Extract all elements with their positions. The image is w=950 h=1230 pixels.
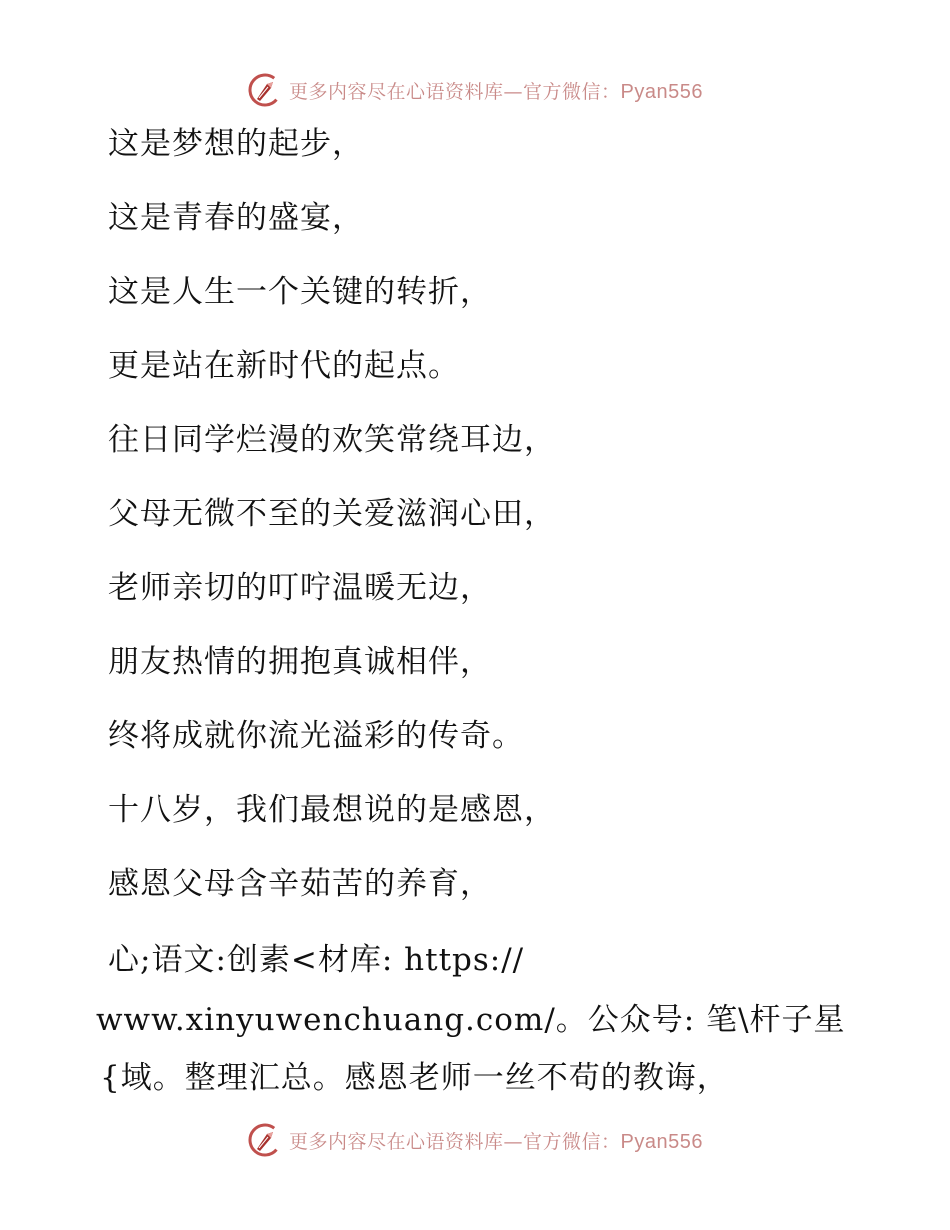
poem-line-2: 这是青春的盛宴，: [108, 200, 364, 236]
poem-line-13: www.xinyuwenchuang.com/。公众号: 笔\杆子星: [96, 1002, 846, 1038]
header-banner-text: [289, 77, 703, 104]
poem-line-8: 朋友热情的拥抱真诚相伴，: [108, 644, 492, 680]
footer-separator: —: [503, 1130, 524, 1153]
poem-line-3: 这是人生一个关键的转折，: [108, 274, 492, 310]
header-site-text: 更多内容尽在心语资料库: [289, 80, 504, 103]
poem-line-4: 更是站在新时代的起点。: [108, 348, 460, 384]
footer-site-text: 更多内容尽在心语资料库: [289, 1130, 504, 1153]
poem-line-12: 心;语文:创素<材库: https://: [108, 942, 525, 978]
poem-line-14: {域。整理汇总。感恩老师一丝不苟的教诲，: [100, 1060, 729, 1096]
header-wechat-id: Pyan556: [620, 80, 703, 103]
poem-line-1: 这是梦想的起步，: [108, 126, 364, 162]
footer-banner: [0, 1120, 950, 1160]
poem-line-10: 十八岁，我们最想说的是感恩，: [108, 792, 556, 828]
footer-official-text: 官方微信：: [523, 1130, 621, 1153]
poem-line-11: 感恩父母含辛茹苦的养育，: [108, 866, 492, 902]
poem-line-6: 父母无微不至的关爱滋润心田，: [108, 496, 556, 532]
poem-line-7: 老师亲切的叮咛温暖无边，: [108, 570, 492, 606]
footer-wechat-id: Pyan556: [620, 1130, 703, 1153]
footer-banner-text: [289, 1127, 703, 1154]
poem-line-5: 往日同学烂漫的欢笑常绕耳边，: [108, 422, 556, 458]
header-official-text: 官方微信：: [523, 80, 621, 103]
header-banner-inner: [247, 72, 703, 108]
header-separator: —: [503, 80, 524, 103]
pen-nib-logo-icon: [247, 1122, 283, 1158]
poem-line-9: 终将成就你流光溢彩的传奇。: [108, 718, 524, 754]
footer-banner-inner: [247, 1122, 703, 1158]
header-banner: [0, 70, 950, 110]
pen-nib-logo-icon: [247, 72, 283, 108]
